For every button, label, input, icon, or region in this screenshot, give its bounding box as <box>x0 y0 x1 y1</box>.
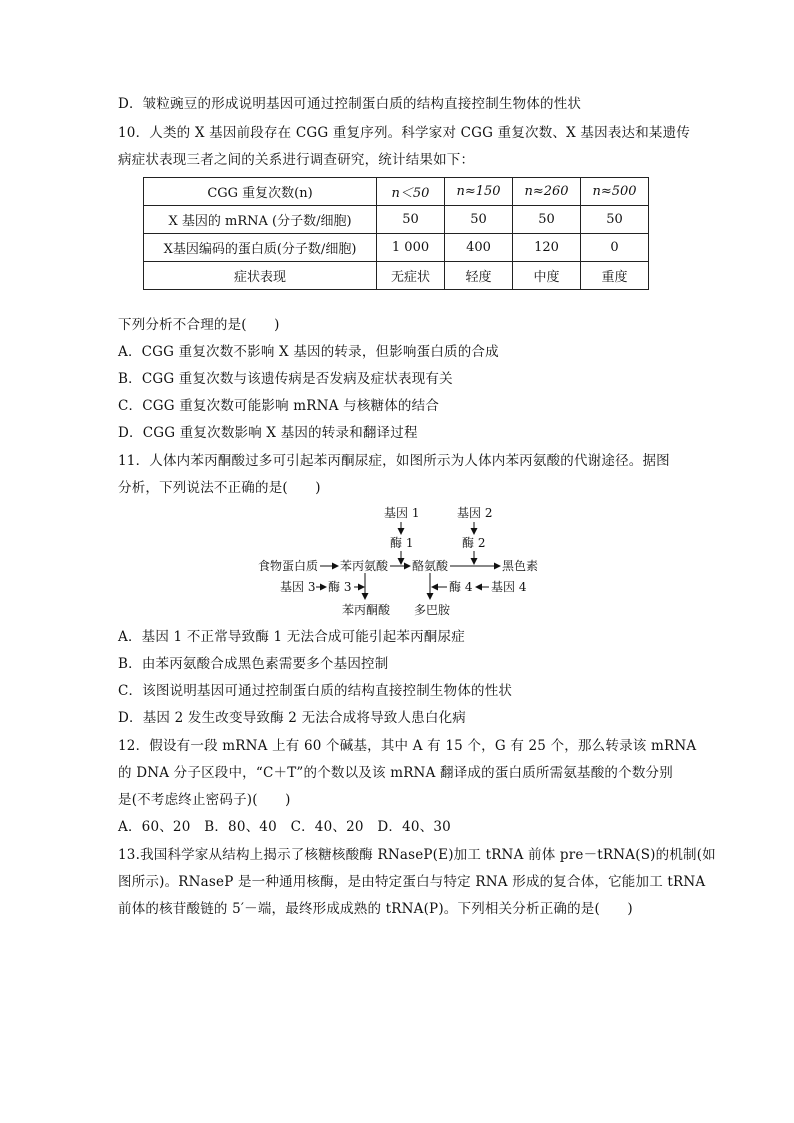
table-cell: 400 <box>445 234 513 262</box>
q9-option-d: D．皱粒豌豆的形成说明基因可通过控制蛋白质的结构直接控制生物体的性状 <box>118 96 582 112</box>
q11-option-c: C．该图说明基因可通过控制蛋白质的结构直接控制生物体的性状 <box>118 683 513 699</box>
q11-stem-line-1: 11．人体内苯丙酮酸过多可引起苯丙酮尿症，如图所示为人体内苯丙氨酸的代谢途径。据图 <box>118 453 670 469</box>
q10-stem-line-2: 病症状表现三者之间的关系进行调查研究，统计结果如下： <box>118 152 475 168</box>
table-cell: X 基因的 mRNA (分子数/细胞) <box>144 206 377 234</box>
table-row <box>144 234 649 262</box>
table-row <box>144 178 649 206</box>
q13-stem-line-1: 13.我国科学家从结构上揭示了核糖核酸酶 RNaseP(E)加工 tRNA 前体 pre－tRNA(S)的机制(如 <box>118 847 716 863</box>
table-row <box>144 206 649 234</box>
q13-stem-line-3: 前体的核苷酸链的 5′－端，最终形成成熟的 tRNA(P)。下列相关分析正确的是( ) <box>118 901 633 917</box>
gene-2-label: 基因 2 <box>457 506 493 520</box>
melanin-label: 黑色素 <box>502 559 539 573</box>
table-cell: 50 <box>377 206 445 234</box>
phenylalanine-label: 苯丙氨酸 <box>340 559 389 573</box>
q11-stem-line-2: 分析，下列说法不正确的是( ) <box>118 480 321 496</box>
table-cell: n＜50 <box>377 178 445 206</box>
table-row <box>144 262 649 290</box>
q10-option-b: B．CGG 重复次数与该遗传病是否发病及症状表现有关 <box>118 371 453 387</box>
table-cell: 重度 <box>581 262 649 290</box>
table-cell: n≈260 <box>513 178 581 206</box>
q11-option-b: B．由苯丙氨酸合成黑色素需要多个基因控制 <box>118 656 389 672</box>
q11-option-a: A．基因 1 不正常导致酶 1 无法合成可能引起苯丙酮尿症 <box>118 629 465 645</box>
enzyme-3-label: 酶 3 <box>328 580 352 594</box>
enzyme-4-label: 酶 4 <box>449 580 473 594</box>
q12-stem-line-1: 12．假设有一段 mRNA 上有 60 个碱基，其中 A 有 15 个，G 有 25 个，那么转录该 mRNA <box>118 738 697 754</box>
enzyme-2-label: 酶 2 <box>462 536 486 550</box>
phenylpyruvate-label: 苯丙酮酸 <box>342 603 391 617</box>
table-cell: 中度 <box>513 262 581 290</box>
table-cell: n≈150 <box>445 178 513 206</box>
table-cell: X基因编码的蛋白质(分子数/细胞) <box>144 234 377 262</box>
q13-stem-line-2: 图所示)。RNaseP 是一种通用核酶，是由特定蛋白与特定 RNA 形成的复合体，它能加工 tRNA <box>118 874 706 890</box>
q12-options: A．60、20 B．80、40 C．40、20 D．40、30 <box>118 819 451 835</box>
q10-data-table <box>143 177 649 290</box>
dopamine-label: 多巴胺 <box>414 603 451 617</box>
table-cell: 120 <box>513 234 581 262</box>
table-cell: 0 <box>581 234 649 262</box>
table-cell: 症状表现 <box>144 262 377 290</box>
table-cell: n≈500 <box>581 178 649 206</box>
q10-option-a: A．CGG 重复次数不影响 X 基因的转录，但影响蛋白质的合成 <box>118 344 499 360</box>
q10-question: 下列分析不合理的是( ) <box>118 317 280 333</box>
q10-option-d: D．CGG 重复次数影响 X 基因的转录和翻译过程 <box>118 425 418 441</box>
q12-stem-line-3: 是(不考虑终止密码子)( ) <box>118 792 291 808</box>
table-cell: 50 <box>513 206 581 234</box>
q11-option-d: D．基因 2 发生改变导致酶 2 无法合成将导致人患白化病 <box>118 710 466 726</box>
table-cell: 50 <box>445 206 513 234</box>
food-protein-label: 食物蛋白质 <box>258 559 319 573</box>
table-cell: CGG 重复次数(n) <box>144 178 377 206</box>
q10-stem-line-1: 10．人类的 X 基因前段存在 CGG 重复序列。科学家对 CGG 重复次数、X 基因表达和某遗传 <box>118 125 691 141</box>
table-cell: 50 <box>581 206 649 234</box>
table-cell: 1 000 <box>377 234 445 262</box>
gene-1-label: 基因 1 <box>384 506 420 520</box>
q12-stem-line-2: 的 DNA 分子区段中，“C＋T”的个数以及该 mRNA 翻译成的蛋白质所需氨基酸的个数分别 <box>118 765 673 781</box>
q10-option-c: C．CGG 重复次数可能影响 mRNA 与核糖体的结合 <box>118 398 440 414</box>
gene-4-label: 基因 4 <box>491 580 527 594</box>
enzyme-1-label: 酶 1 <box>390 536 414 550</box>
table-cell: 轻度 <box>445 262 513 290</box>
table-cell: 无症状 <box>377 262 445 290</box>
metabolic-pathway-diagram <box>250 500 550 620</box>
tyrosine-label: 酪氨酸 <box>412 559 449 573</box>
gene-3-label: 基因 3 <box>280 580 316 594</box>
